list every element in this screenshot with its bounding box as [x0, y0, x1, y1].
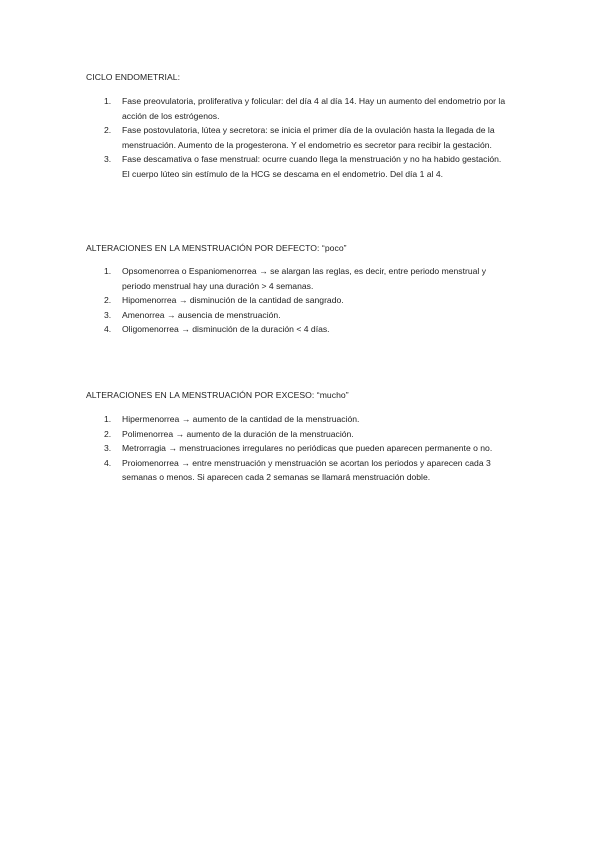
list-item-number: 1.: [104, 96, 112, 106]
list-item-number: 4.: [104, 324, 112, 334]
list-item-text: Fase preovulatoria, proliferativa y folicular: del día 4 al día 14. Hay un aumento del endometrio por la acción de los estrógenos.: [122, 96, 506, 121]
list-item: [86, 456, 506, 485]
list-item-text: Oligomenorrea → disminución de la duración < 4 días.: [122, 324, 330, 334]
section-heading-exceso: ALTERACIONES EN LA MENSTRUACIÓN POR EXCESO: “mucho”: [86, 390, 349, 400]
list-defecto: [86, 264, 506, 337]
list-item-text: Fase descamativa o fase menstrual: ocurre cuando llega la menstruación y no ha habido gestación. El cuerpo lúteo sin estímulo de la HCG se descama en el endometrio. Del día 1 al 4.: [122, 154, 502, 179]
list-exceso: [86, 412, 506, 485]
list-item-number: 3.: [104, 443, 112, 453]
list-item: [86, 264, 506, 293]
list-item-text: Amenorrea → ausencia de menstruación.: [122, 309, 281, 320]
list-item-number: 1.: [104, 266, 112, 276]
list-item: [86, 308, 506, 323]
list-item-number: 3.: [104, 309, 112, 320]
list-item-number: 1.: [104, 414, 112, 424]
list-item: [86, 412, 506, 427]
list-item-text: Proiomenorrea → entre menstruación y menstruación se acortan los periodos y aparecen cada 3 semanas o menos. Si aparecen cada 2 semanas se llamará menstruación doble.: [122, 457, 491, 482]
list-item-number: 4.: [104, 457, 112, 468]
list-item-text: Metrorragia → menstruaciones irregulares no periódicas que pueden aparecen permanente o no.: [122, 443, 493, 453]
list-ciclo-endometrial: [86, 94, 506, 181]
list-item: [86, 441, 506, 456]
list-item-number: 2.: [104, 125, 112, 135]
list-item: [86, 123, 506, 152]
list-item: [86, 94, 506, 123]
list-item-text: Hipermenorrea → aumento de la cantidad de la menstruación.: [122, 414, 360, 424]
list-item: [86, 293, 506, 308]
list-item-text: Opsomenorrea o Espaniomenorrea → se alargan las reglas, es decir, entre periodo menstrual y periodo menstrual hay una duración > 4 semanas.: [122, 266, 486, 291]
list-item-number: 2.: [104, 428, 112, 439]
section-heading-ciclo-endometrial: CICLO ENDOMETRIAL:: [86, 72, 181, 82]
section-heading-defecto: ALTERACIONES EN LA MENSTRUACIÓN POR DEFECTO: “poco”: [86, 243, 347, 253]
list-item: [86, 322, 506, 337]
list-item: [86, 152, 506, 181]
list-item-number: 2.: [104, 295, 112, 305]
list-item-text: Polimenorrea → aumento de la duración de la menstruación.: [122, 428, 354, 439]
list-item-text: Hipomenorrea → disminución de la cantidad de sangrado.: [122, 295, 344, 305]
list-item-number: 3.: [104, 154, 112, 164]
list-item-text: Fase postovulatoria, lútea y secretora: se inicia el primer día de la ovulación hasta la llegada de la menstruación. Aumento de la progesterona. Y el endometrio es secretor para recibir la gestación.: [122, 125, 495, 150]
list-item: [86, 427, 506, 442]
